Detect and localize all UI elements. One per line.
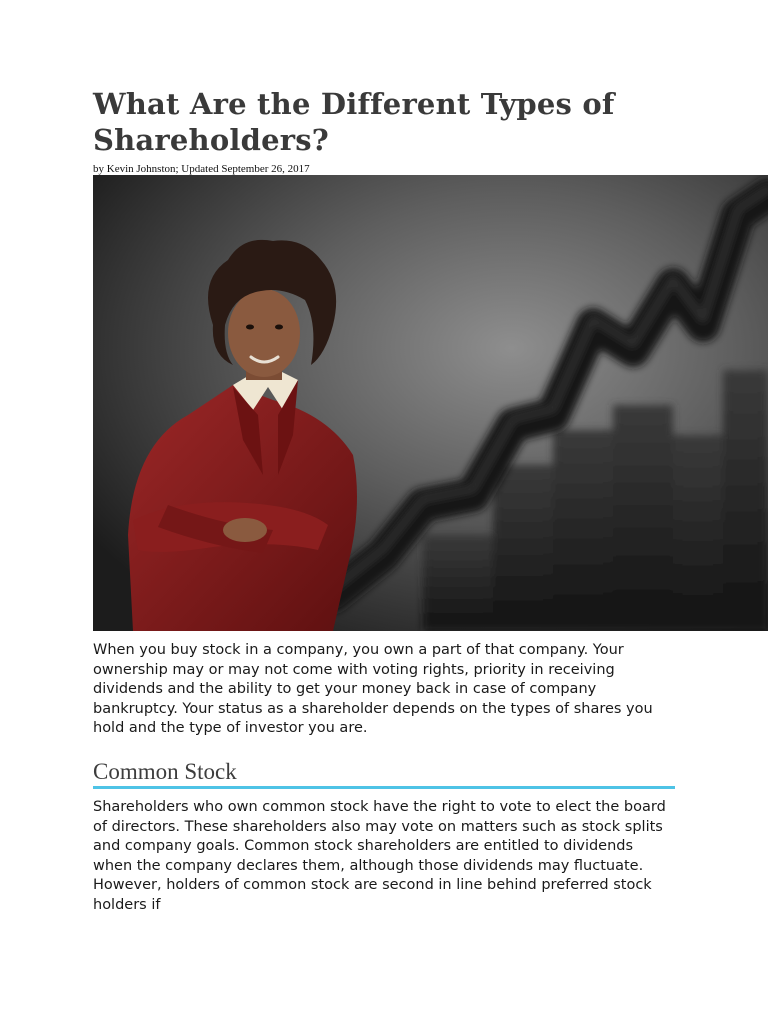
- section-heading-common-stock: Common Stock: [93, 759, 237, 784]
- hero-image: [93, 175, 768, 631]
- article-title: What Are the Different Types of Shareholders?: [93, 87, 615, 157]
- intro-paragraph: When you buy stock in a company, you own a part of that company. Your ownership may or may not come with voting rights, priority in receiving dividends and the ability to get your money back in case of company bankruptcy. Your status as a shareholder depends on the types of shares you hold and the type of investor you are.: [93, 642, 653, 737]
- common-stock-paragraph: Shareholders who own common stock have the right to vote to elect the board of directors. These shareholders also may vote on matters such as stock splits and company goals. Common stock shareholders are entitled to dividends when the company declares them, although those dividends may fluctuate. However, holders of common stock are second in line behind preferred stock holders if: [93, 799, 666, 913]
- section-heading-rule: [93, 786, 675, 789]
- article-byline: by Kevin Johnston; Updated September 26, 2017: [93, 163, 310, 175]
